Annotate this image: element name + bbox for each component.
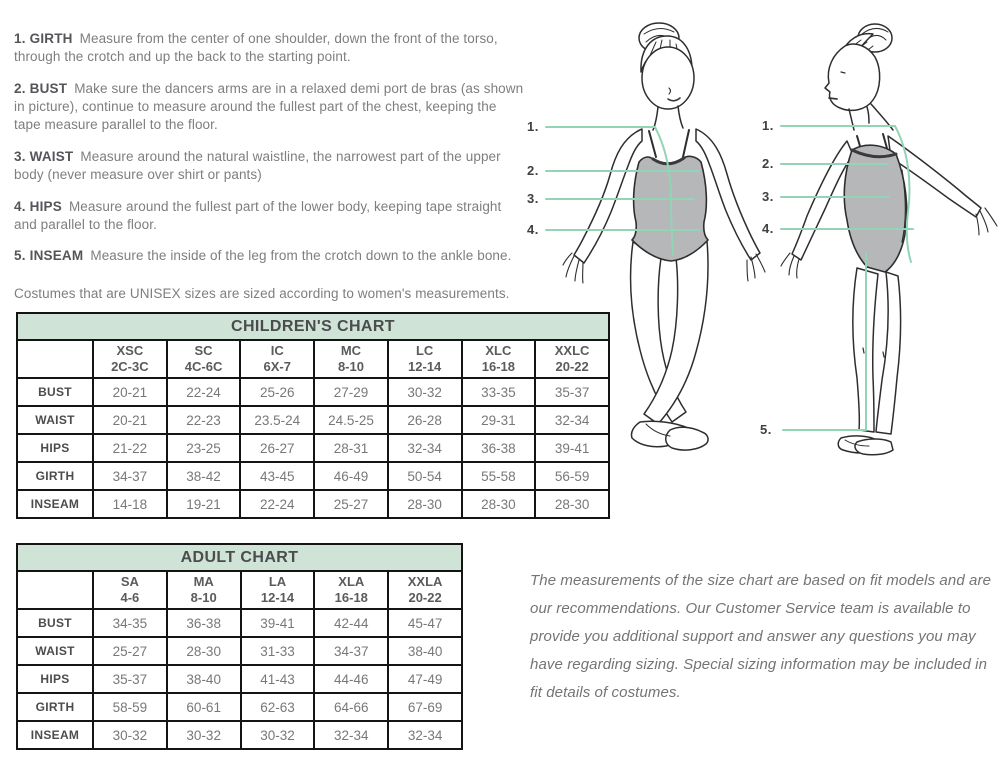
table-cell: 25-27	[93, 637, 167, 665]
table-row	[17, 637, 462, 665]
table-cell: 27-29	[314, 378, 388, 406]
size-range: 4C-6C	[184, 359, 223, 374]
head	[642, 47, 694, 109]
table-cell: 32-34	[314, 721, 388, 749]
instruction-hips	[14, 198, 526, 235]
adult-size-chart	[16, 543, 463, 750]
side-label-4: 4.	[762, 221, 774, 236]
leotard-straps	[649, 130, 689, 157]
size-code: XXLA	[407, 573, 443, 589]
size-range: 20-22	[408, 590, 442, 605]
table-cell: 36-38	[462, 434, 536, 462]
side-label-1: 1.	[762, 118, 774, 133]
instruction-desc: Measure from the center of one shoulder, down the front of the torso, through the crotch and up the back to the starting point.	[14, 31, 498, 65]
table-cell: 38-42	[167, 462, 241, 490]
table-cell: 46-49	[314, 462, 388, 490]
column-header	[167, 340, 241, 378]
childrens-chart-title: CHILDREN'S CHART	[17, 313, 609, 340]
row-label: BUST	[17, 378, 93, 406]
table-cell: 58-59	[93, 693, 167, 721]
side-label-3: 3.	[762, 189, 774, 204]
table-cell: 24.5-25	[314, 406, 388, 434]
size-range: 8-10	[190, 590, 217, 605]
table-cell: 38-40	[167, 665, 241, 693]
size-range: 16-18	[334, 590, 368, 605]
table-cell: 25-26	[240, 378, 314, 406]
table-cell: 39-41	[241, 609, 315, 637]
instruction-term: WAIST	[29, 148, 74, 164]
table-cell: 34-35	[93, 609, 167, 637]
row-label: HIPS	[17, 434, 93, 462]
size-range: 12-14	[408, 359, 442, 374]
table-cell: 14-18	[93, 490, 167, 518]
table-cell: 67-69	[388, 693, 462, 721]
side-label-2: 2.	[762, 156, 774, 171]
side-label-5: 5.	[760, 422, 772, 437]
table-row	[17, 378, 609, 406]
table-cell: 19-21	[167, 490, 241, 518]
table-row	[17, 490, 609, 518]
table-cell: 23.5-24	[240, 406, 314, 434]
column-header	[167, 571, 241, 609]
instruction-desc: Make sure the dancers arms are in a relaxed demi port de bras (as shown in picture), continue to measure around the fullest part of the chest, keeping the tape measure parallel to the floor.	[14, 80, 524, 133]
instruction-waist	[14, 148, 526, 185]
table-cell: 22-24	[240, 490, 314, 518]
table-row	[17, 406, 609, 434]
size-code: XXLC	[554, 342, 590, 358]
table-cell: 34-37	[314, 637, 388, 665]
corner-cell	[17, 571, 93, 609]
column-header	[240, 340, 314, 378]
table-cell: 28-30	[535, 490, 609, 518]
sizing-footnote: The measurements of the size chart are based on fit models and are our recommendations. Our Customer Service team is available to provide you additional support and answer any questions you may have regarding sizing. Special sizing information may be included in fit details of costumes.	[530, 572, 992, 702]
size-code: MC	[340, 342, 362, 358]
adult-chart-title: ADULT CHART	[17, 544, 462, 571]
ballet-shoes	[631, 421, 708, 450]
left-arm	[574, 129, 642, 263]
column-header	[314, 340, 388, 378]
instruction-desc: Measure around the fullest part of the lower body, keeping tape straight and parallel to the floor.	[14, 198, 502, 232]
table-cell: 35-37	[93, 665, 167, 693]
table-cell: 55-58	[462, 462, 536, 490]
row-label: INSEAM	[17, 721, 93, 749]
table-cell: 42-44	[314, 609, 388, 637]
size-code: LC	[415, 342, 434, 358]
instruction-number: 4.	[14, 198, 26, 214]
size-range: 12-14	[260, 590, 295, 605]
childrens-size-chart	[16, 312, 610, 519]
size-code: SC	[194, 342, 213, 358]
table-cell: 38-40	[388, 637, 462, 665]
table-row	[17, 434, 609, 462]
table-cell: 32-34	[535, 406, 609, 434]
unisex-note: Costumes that are UNISEX sizes are sized according to women's measurements.	[14, 285, 510, 301]
size-range: 8-10	[337, 359, 364, 374]
front-label-2: 2.	[527, 163, 539, 178]
size-code: XLC	[485, 342, 512, 358]
table-cell: 35-37	[535, 378, 609, 406]
instruction-inseam	[14, 247, 526, 265]
size-code: XSC	[116, 342, 144, 358]
table-cell: 36-38	[167, 609, 241, 637]
instruction-desc: Measure around the natural waistline, the narrowest part of the upper body (never measure over shirt or pants)	[14, 148, 501, 183]
table-cell: 28-30	[388, 490, 462, 518]
column-header	[93, 571, 167, 609]
row-label: INSEAM	[17, 490, 93, 518]
table-cell: 30-32	[167, 721, 241, 749]
instruction-bust	[14, 80, 526, 135]
table-cell: 50-54	[388, 462, 462, 490]
size-code: MA	[193, 573, 214, 589]
table-cell: 28-30	[462, 490, 536, 518]
instruction-term: GIRTH	[29, 31, 73, 46]
size-code: SA	[120, 573, 139, 589]
table-row	[17, 462, 609, 490]
table-cell: 28-30	[167, 637, 241, 665]
table-cell: 26-27	[240, 434, 314, 462]
table-cell: 30-32	[241, 721, 315, 749]
table-cell: 32-34	[388, 721, 462, 749]
table-cell: 30-32	[388, 378, 462, 406]
row-label: WAIST	[17, 406, 93, 434]
table-cell: 64-66	[314, 693, 388, 721]
mouth	[829, 98, 837, 99]
table-cell: 62-63	[241, 693, 315, 721]
row-label: BUST	[17, 609, 93, 637]
instruction-number: 1.	[14, 31, 26, 46]
table-cell: 25-27	[314, 490, 388, 518]
measurement-instructions	[14, 30, 526, 316]
table-cell: 44-46	[314, 665, 388, 693]
size-range: 20-22	[555, 359, 589, 374]
size-code: IC	[270, 342, 284, 358]
table-row	[17, 609, 462, 637]
table-cell: 31-33	[241, 637, 315, 665]
instruction-term: HIPS	[29, 198, 62, 214]
table-row	[17, 721, 462, 749]
row-label: HIPS	[17, 665, 93, 693]
size-range: 16-18	[481, 359, 515, 374]
column-header	[388, 571, 462, 609]
table-cell: 39-41	[535, 434, 609, 462]
column-header	[535, 340, 609, 378]
instruction-girth	[14, 30, 526, 67]
table-cell: 29-31	[462, 406, 536, 434]
front-label-3: 3.	[527, 191, 539, 206]
table-cell: 21-22	[93, 434, 167, 462]
dancer-side-illustration	[745, 10, 1001, 460]
instruction-number: 3.	[14, 148, 26, 164]
table-cell: 20-21	[93, 406, 167, 434]
row-label: GIRTH	[17, 693, 93, 721]
column-header	[93, 340, 167, 378]
column-header	[388, 340, 462, 378]
front-label-1: 1.	[527, 119, 539, 134]
table-cell: 22-24	[167, 378, 241, 406]
table-cell: 43-45	[240, 462, 314, 490]
instruction-term: INSEAM	[29, 248, 84, 264]
table-row	[17, 693, 462, 721]
column-header	[241, 571, 315, 609]
instruction-desc: Measure the inside of the leg from the crotch down to the ankle bone.	[90, 248, 512, 264]
table-row	[17, 665, 462, 693]
table-cell: 32-34	[388, 434, 462, 462]
instruction-number: 2.	[14, 80, 26, 96]
table-cell: 23-25	[167, 434, 241, 462]
column-header	[314, 571, 388, 609]
table-cell: 30-32	[93, 721, 167, 749]
table-cell: 22-23	[167, 406, 241, 434]
size-code: LA	[268, 573, 287, 589]
instruction-term: BUST	[29, 80, 68, 96]
table-cell: 33-35	[462, 378, 536, 406]
table-cell: 45-47	[388, 609, 462, 637]
head	[825, 44, 880, 110]
corner-cell	[17, 340, 93, 378]
row-label: WAIST	[17, 637, 93, 665]
column-header	[462, 340, 536, 378]
back-leg	[876, 272, 901, 434]
size-range: 2C-3C	[111, 359, 149, 374]
instruction-number: 5.	[14, 248, 26, 264]
size-range: 4-6	[120, 590, 140, 605]
row-label: GIRTH	[17, 462, 93, 490]
front-label-4: 4.	[527, 222, 539, 237]
table-cell: 56-59	[535, 462, 609, 490]
table-cell: 20-21	[93, 378, 167, 406]
table-cell: 41-43	[241, 665, 315, 693]
size-range: 6X-7	[263, 359, 291, 374]
ballet-shoes	[838, 436, 893, 455]
table-cell: 26-28	[388, 406, 462, 434]
size-code: XLA	[338, 573, 365, 589]
table-cell: 60-61	[167, 693, 241, 721]
table-cell: 47-49	[388, 665, 462, 693]
table-cell: 34-37	[93, 462, 167, 490]
table-cell: 28-31	[314, 434, 388, 462]
